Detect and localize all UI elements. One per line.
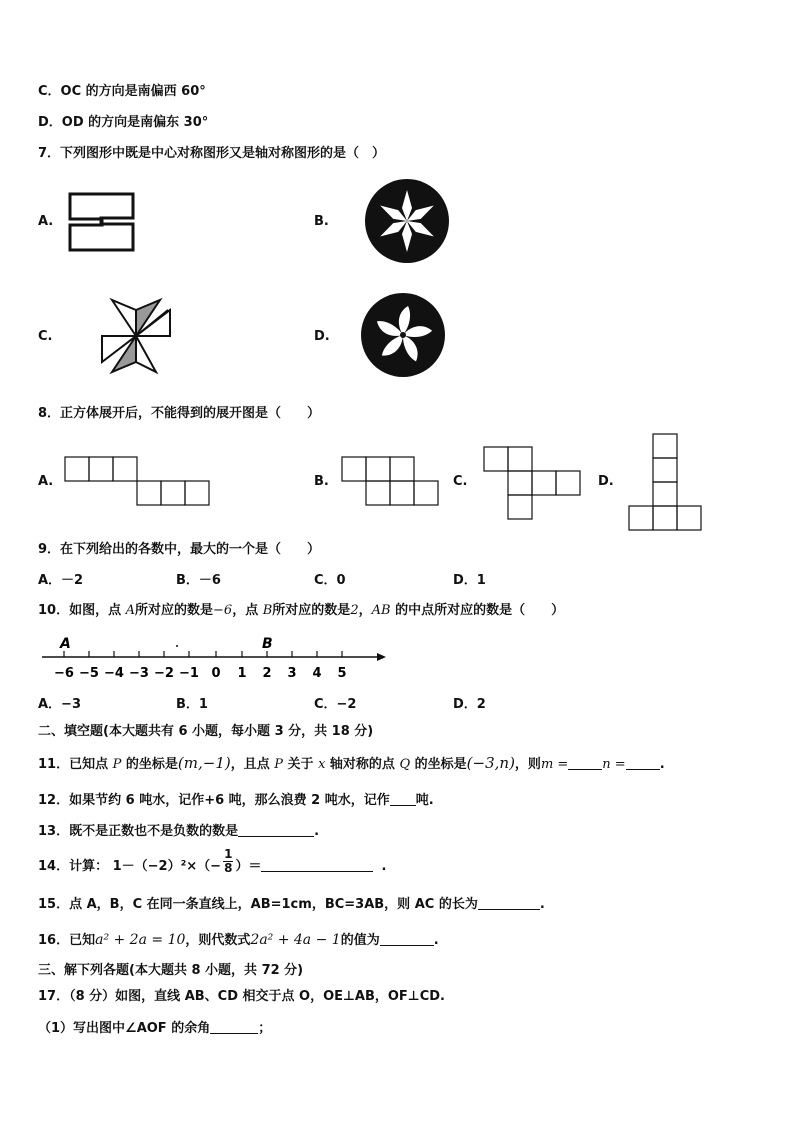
q7-label-c: C. bbox=[38, 329, 53, 344]
q7-label-d: D. bbox=[314, 329, 330, 344]
q7-label-b: B. bbox=[314, 214, 329, 229]
number-line-point-b: B bbox=[262, 636, 273, 652]
q6-option-d: D．OD 的方向是南偏东 30° bbox=[38, 115, 209, 130]
q8-stem: 8．正方体展开后，不能得到的展开图是（ ） bbox=[38, 406, 321, 421]
q15-text: 15．点 A，B，C 在同一条直线上，AB=1cm，BC=3AB，则 AC 的长为 . bbox=[38, 897, 545, 912]
q11-m-blank[interactable] bbox=[568, 756, 602, 770]
q15-blank[interactable] bbox=[478, 896, 540, 910]
tick-label: 4 bbox=[312, 666, 322, 681]
q7-figure-a bbox=[66, 190, 138, 254]
tick-label: −2 bbox=[154, 666, 174, 681]
q7-label-a: A. bbox=[38, 214, 54, 229]
tick-label: 5 bbox=[337, 666, 347, 681]
tick-label: −1 bbox=[179, 666, 199, 681]
tick-label: −3 bbox=[129, 666, 149, 681]
q10-option-d: D．2 bbox=[453, 697, 486, 712]
q17-sub1: （1）写出图中∠AOF 的余角 ； bbox=[38, 1021, 272, 1036]
q9-option-c: C．0 bbox=[314, 573, 346, 588]
q6-option-c: C．OC 的方向是南偏西 60° bbox=[38, 84, 206, 99]
q12-text: 12．如果节约 6 吨水，记作+6 吨，那么浪费 2 吨水，记作 吨. bbox=[38, 793, 434, 808]
q8-net-d bbox=[628, 433, 704, 531]
q10-option-b: B．1 bbox=[176, 697, 208, 712]
q8-net-a bbox=[64, 456, 212, 508]
section-2-heading: 二、填空题(本大题共有 6 小题，每小题 3 分，共 18 分) bbox=[38, 724, 374, 739]
q14-blank[interactable] bbox=[261, 858, 373, 872]
q8-label-b: B. bbox=[314, 474, 329, 489]
q10-option-c: C．−2 bbox=[314, 697, 357, 712]
q9-option-a: A．－2 bbox=[38, 573, 84, 588]
tick-label: 0 bbox=[211, 666, 221, 681]
q8-label-d: D. bbox=[598, 474, 614, 489]
q13-blank[interactable] bbox=[238, 823, 314, 837]
tick-label: −5 bbox=[79, 666, 99, 681]
q8-net-c bbox=[482, 446, 582, 522]
q7-figure-b bbox=[364, 178, 450, 264]
tick-label: 2 bbox=[262, 666, 272, 681]
q11-text: 11．已知点 P 的坐标是(m,−1)，且点 P 关于 x 轴对称的点 Q 的坐标是(−3,n)，则m = n = . bbox=[38, 754, 665, 772]
q10-number-line bbox=[38, 630, 390, 686]
q8-net-b bbox=[340, 456, 440, 508]
tick-label: 3 bbox=[287, 666, 297, 681]
q9-stem: 9．在下列给出的各数中，最大的一个是（ ） bbox=[38, 542, 321, 557]
section-3-heading: 三、解下列各题(本大题共 8 小题，共 72 分) bbox=[38, 963, 304, 978]
q14-fraction: $\frac{1}{8}$ bbox=[224, 847, 233, 875]
q7-figure-d bbox=[360, 292, 446, 378]
q11-n-blank[interactable] bbox=[626, 756, 660, 770]
q10-stem: 10．如图，点 A所对应的数是−6，点 B所对应的数是2，AB 的中点所对应的数是（ ） bbox=[38, 603, 565, 618]
q7-figure-c bbox=[98, 296, 176, 376]
tick-label: −6 bbox=[54, 666, 74, 681]
q9-option-b: B．－6 bbox=[176, 573, 221, 588]
q16-text: 16．已知a² + 2a = 10，则代数式2a² + 4a − 1的值为 . bbox=[38, 932, 439, 948]
q10-option-a: A．−3 bbox=[38, 697, 81, 712]
q17-blank[interactable] bbox=[210, 1020, 258, 1034]
tick-label: −4 bbox=[104, 666, 124, 681]
q17-stem: 17．（8 分）如图，直线 AB、CD 相交于点 O，OE⊥AB，OF⊥CD. bbox=[38, 989, 445, 1004]
q9-option-d: D．1 bbox=[453, 573, 486, 588]
q14-text: 14．计算： 1－（−2）²×（− $\frac{1}{8}$ ）＝ . bbox=[38, 847, 387, 875]
q12-blank[interactable] bbox=[390, 792, 416, 806]
q8-label-c: C. bbox=[453, 474, 468, 489]
number-line-point-a: A bbox=[60, 636, 71, 652]
q7-stem: 7．下列图形中既是中心对称图形又是轴对称图形的是（ ） bbox=[38, 146, 386, 161]
q16-blank[interactable] bbox=[380, 932, 434, 946]
q8-label-a: A. bbox=[38, 474, 54, 489]
q13-text: 13．既不是正数也不是负数的数是 . bbox=[38, 824, 320, 839]
tick-label: 1 bbox=[237, 666, 247, 681]
